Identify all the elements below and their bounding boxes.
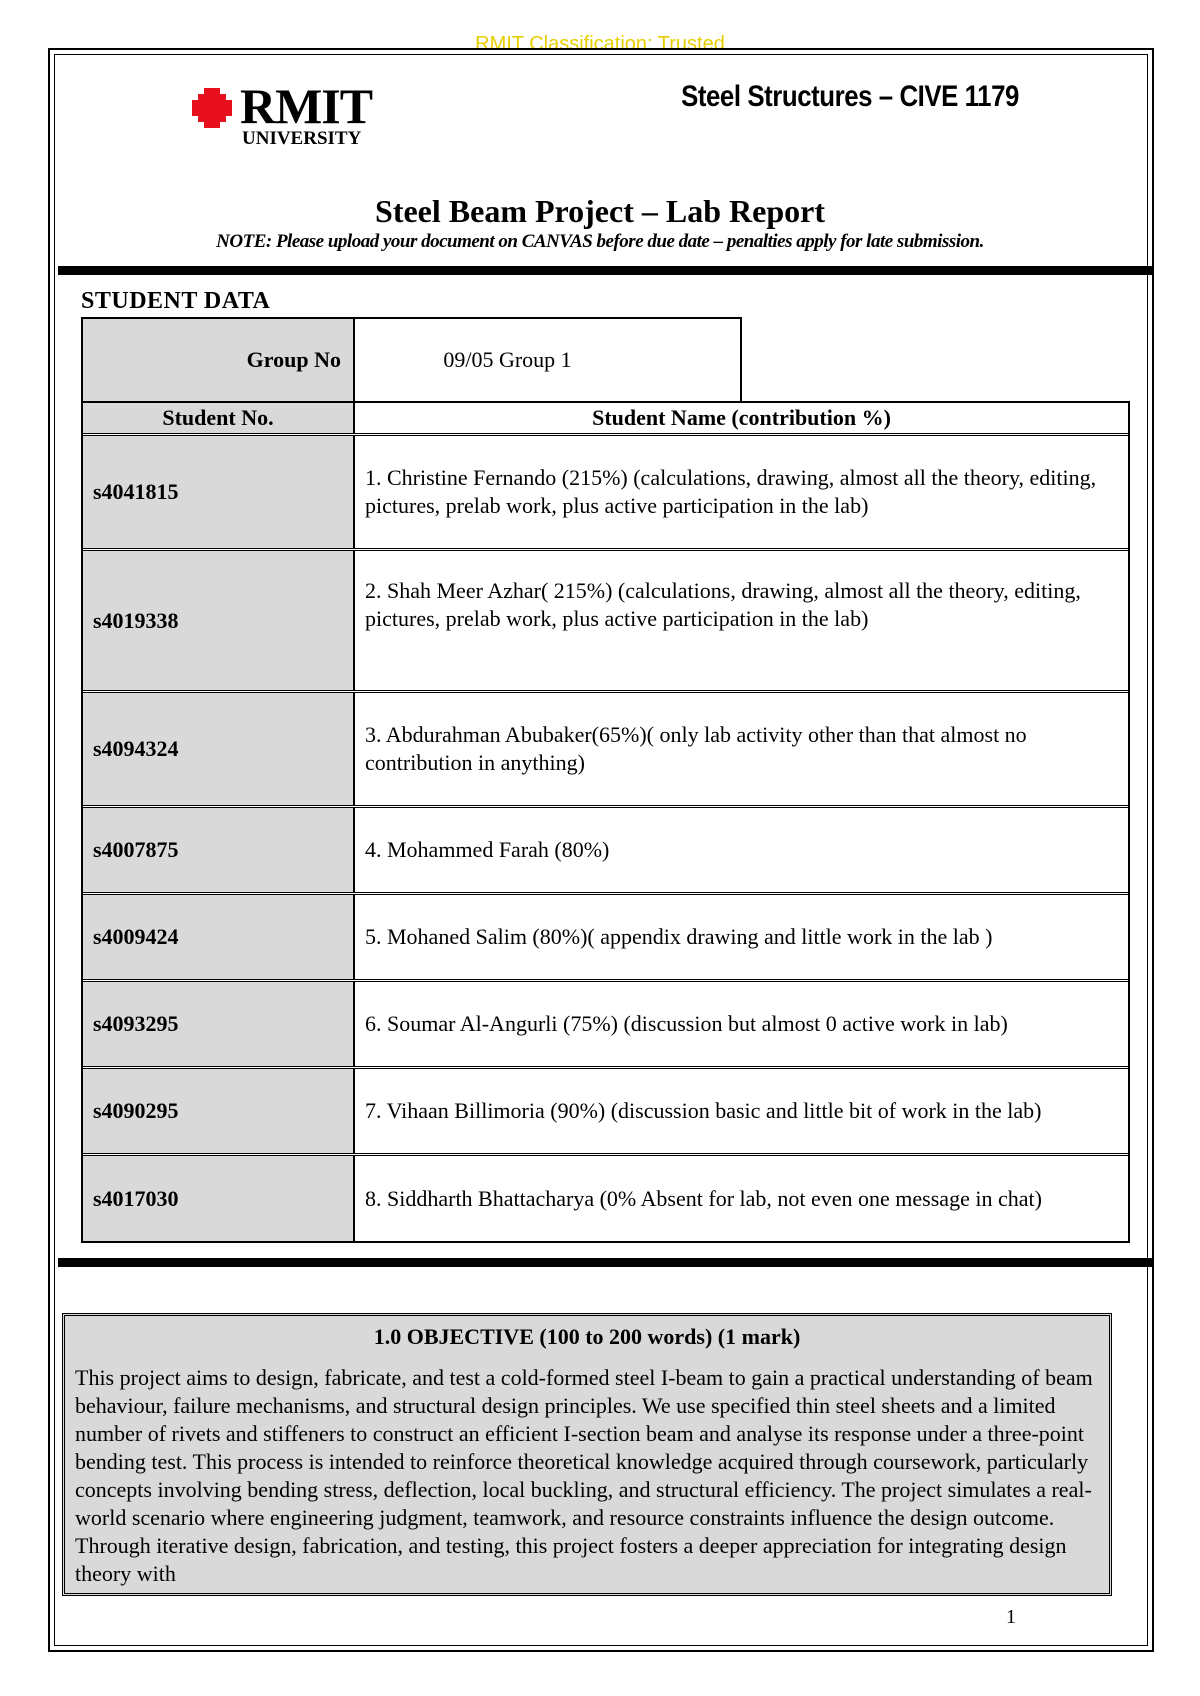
header-student-no: Student No.	[83, 403, 355, 433]
table-row	[83, 1156, 1128, 1241]
course-title: Steel Structures – CIVE 1179	[681, 80, 1019, 113]
student-no: s4007875	[83, 808, 355, 892]
student-name: 3. Abdurahman Abubaker(65%)( only lab activity other than that almost no contribution in anything)	[365, 722, 1027, 775]
student-no: s4019338	[83, 551, 355, 690]
group-table	[81, 317, 742, 403]
divider-top	[58, 266, 1152, 275]
logo-subtitle: UNIVERSITY	[242, 128, 362, 149]
student-table	[81, 401, 1130, 1243]
student-no: s4093295	[83, 982, 355, 1066]
student-name: 5. Mohaned Salim (80%)( appendix drawing and little work in the lab )	[365, 924, 993, 949]
objective-body: This project aims to design, fabricate, and test a cold-formed steel I-beam to gain a practical understanding of beam behaviour, failure mechanisms, and structural design principles. We use specified thin steel sheets and a limited number of rivets and stiffeners to construct an efficient I-section beam and analyse its response under a three-point bending test. This process is intended to reinforce theoretical knowledge acquired through coursework, particularly concepts involving bending stress, deflection, local buckling, and structural efficiency. The project simulates a real-world scenario where engineering judgment, teamwork, and resource constraints influence the design outcome. Through iterative design, fabrication, and testing, this project fosters a deeper appreciation for integrating design theory with	[75, 1365, 1093, 1586]
divider-bottom	[58, 1258, 1152, 1267]
student-name: 1. Christine Fernando (215%) (calculations, drawing, almost all the theory, editing, pictures, prelab work, plus active participation in the lab)	[365, 465, 1097, 518]
table-row	[83, 808, 1128, 895]
table-row	[83, 551, 1128, 693]
page-number: 1	[1006, 1606, 1016, 1628]
header-student-name: Student Name (contribution %)	[592, 405, 891, 430]
student-no: s4017030	[83, 1156, 355, 1241]
classification-label: RMIT Classification: Trusted	[475, 33, 725, 55]
student-name: 7. Vihaan Billimoria (90%) (discussion basic and little bit of work in the lab)	[365, 1098, 1042, 1123]
student-name: 8. Siddharth Bhattacharya (0% Absent for lab, not even one message in chat)	[365, 1185, 1042, 1211]
objective-section	[62, 1313, 1112, 1596]
table-row	[83, 895, 1128, 982]
table-row	[83, 1069, 1128, 1156]
student-name: 2. Shah Meer Azhar( 215%) (calculations, drawing, almost all the theory, editing, pictures, prelab work, plus active participation in the lab)	[365, 578, 1081, 631]
group-label: Group No	[83, 319, 355, 403]
group-value: 09/05 Group 1	[443, 347, 572, 372]
table-row	[83, 982, 1128, 1069]
logo-wordmark: RMIT	[240, 78, 373, 134]
student-no: s4009424	[83, 895, 355, 979]
student-name: 4. Mohammed Farah (80%)	[365, 837, 610, 862]
section-heading-student-data: STUDENT DATA	[81, 288, 271, 314]
student-name: 6. Soumar Al-Angurli (75%) (discussion but almost 0 active work in lab)	[365, 1011, 1008, 1036]
student-no: s4094324	[83, 693, 355, 805]
table-row	[83, 693, 1128, 808]
submission-note: NOTE: Please upload your document on CANVAS before due date – penalties apply for late submission.	[216, 231, 984, 252]
student-no: s4090295	[83, 1069, 355, 1153]
table-header-row	[83, 403, 1128, 436]
objective-heading: 1.0 OBJECTIVE (100 to 200 words) (1 mark)	[373, 1324, 801, 1349]
student-no: s4041815	[83, 436, 355, 548]
table-row	[83, 436, 1128, 551]
rmit-logo	[190, 78, 380, 152]
rmit-pixel-icon	[190, 86, 234, 130]
document-title: Steel Beam Project – Lab Report	[375, 193, 825, 229]
